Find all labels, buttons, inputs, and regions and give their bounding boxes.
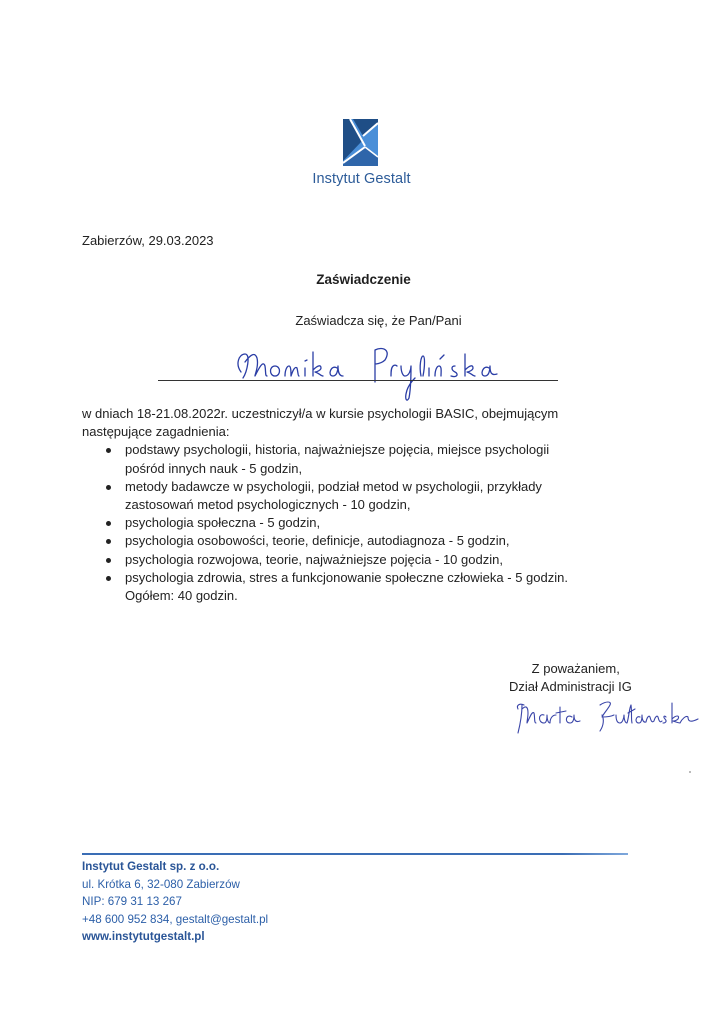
topic-item: podstawy psychologii, historia, najważniejsze pojęcia, miejsce psychologii pośród innych nauk - 5 godzin, bbox=[82, 441, 682, 477]
footer-company-name: Instytut Gestalt sp. z o.o. bbox=[82, 860, 220, 873]
certificate-body bbox=[82, 405, 682, 605]
topic-item: psychologia rozwojowa, teorie, najważniejsze pojęcia - 10 godzin, bbox=[82, 551, 682, 569]
bullet-icon bbox=[106, 539, 111, 544]
topics-list bbox=[82, 441, 682, 587]
footer-contact: +48 600 952 834, gestalt@gestalt.pl bbox=[82, 912, 269, 926]
footer-address: ul. Krótka 6, 32-080 Zabierzów bbox=[82, 877, 240, 891]
logo-wordmark: Instytut Gestalt bbox=[312, 171, 411, 187]
document-title: Zaświadczenie bbox=[316, 272, 411, 287]
bullet-icon bbox=[106, 485, 111, 490]
footer-website-link[interactable]: www.instytutgestalt.pl bbox=[82, 930, 205, 944]
topic-item: metody badawcze w psychologii, podział metod w psychologii, przykłady zastosowań metod psychologicznych - 10 godzin, bbox=[82, 478, 682, 514]
closing-greeting: Z poważaniem, bbox=[531, 661, 620, 676]
bullet-icon bbox=[106, 521, 111, 526]
topic-item: psychologia społeczna - 5 godzin, bbox=[82, 514, 682, 532]
bullet-icon bbox=[106, 558, 111, 563]
instytut-gestalt-logo-icon bbox=[343, 119, 378, 166]
footer-divider bbox=[82, 853, 628, 855]
intro-line-1: w dniach 18-21.08.2022r. uczestniczył/a w kursie psychologii BASIC, obejmującym bbox=[82, 406, 559, 421]
scan-speck bbox=[689, 771, 691, 773]
topic-item: psychologia zdrowia, stres a funkcjonowanie społeczne człowieka - 5 godzin. bbox=[82, 569, 682, 587]
intro-line-2: następujące zagadnienia: bbox=[82, 424, 230, 440]
topic-item: psychologia osobowości, teorie, definicje, autodiagnoza - 5 godzin, bbox=[82, 532, 682, 550]
participant-handwritten-name bbox=[225, 342, 525, 404]
bullet-icon bbox=[106, 576, 111, 581]
total-hours: Ogółem: 40 godzin. bbox=[125, 588, 238, 604]
place-date: Zabierzów, 29.03.2023 bbox=[82, 233, 214, 248]
footer-nip: NIP: 679 31 13 267 bbox=[82, 895, 182, 909]
administrator-signature bbox=[512, 695, 712, 740]
certification-lead: Zaświadcza się, że Pan/Pani bbox=[295, 313, 462, 328]
closing-department: Dział Administracji IG bbox=[509, 679, 632, 694]
bullet-icon bbox=[106, 448, 111, 453]
footer bbox=[82, 858, 268, 946]
signature-line bbox=[158, 380, 558, 381]
closing-block bbox=[509, 660, 632, 696]
